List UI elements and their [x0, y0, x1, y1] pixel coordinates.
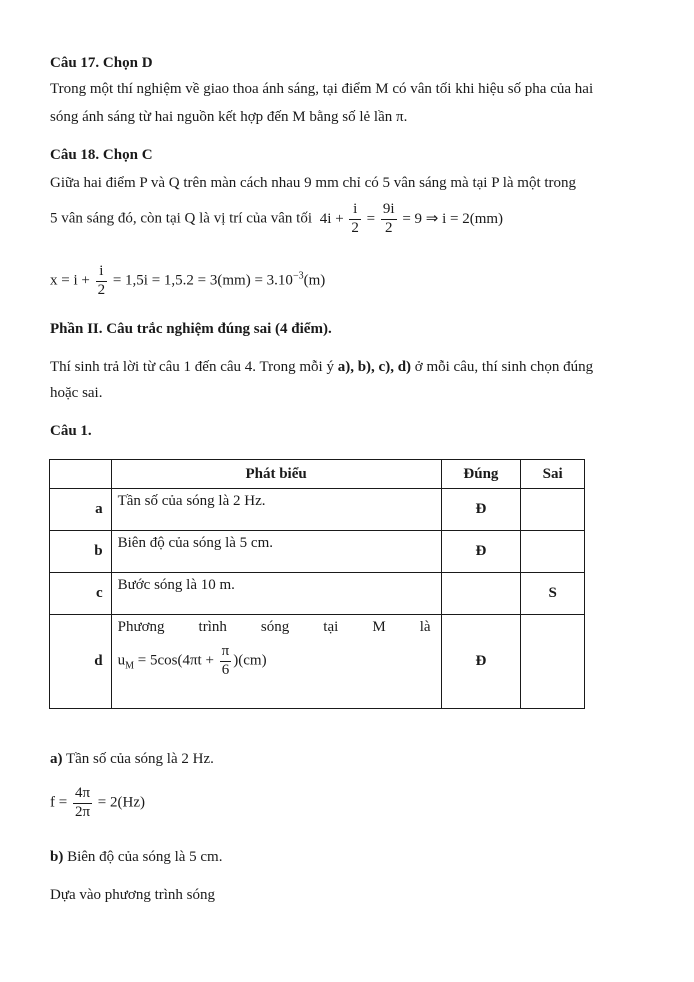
q18-text-line1: Giữa hai điểm P và Q trên màn cách nhau 9 mm chỉ có 5 vân sáng mà tại P là một trong	[50, 175, 577, 191]
denominator: 6	[221, 661, 230, 678]
frequency-equation	[50, 786, 145, 821]
eq1-part-c: = 9 ⇒ i = 2(mm)	[402, 210, 504, 227]
feq-part-a: f =	[50, 794, 68, 811]
word: trình	[198, 619, 227, 635]
q17-text-line2: sóng ánh sáng từ hai nguồn kết hợp đến M bằng số lẻ lần π.	[50, 109, 408, 125]
word: là	[419, 619, 431, 635]
wave-equation	[118, 644, 435, 679]
numerator: π	[220, 644, 232, 662]
table-header-row	[50, 460, 585, 489]
row-dung: Đ	[441, 531, 521, 573]
row-sai	[521, 531, 585, 573]
numerator: 9i	[381, 202, 397, 220]
solution-b-line2: Dựa vào phương trình sóng	[50, 887, 216, 903]
fraction	[381, 202, 397, 237]
eq-subscript: M	[125, 660, 135, 672]
eq-part-a: = 5cos(4πt +	[137, 652, 214, 669]
row-sai	[521, 615, 585, 709]
denominator: 2	[351, 219, 359, 236]
header-label	[50, 460, 112, 489]
q18-text-line2	[50, 202, 503, 237]
word: tại	[323, 619, 339, 635]
exponent: −3	[292, 270, 304, 282]
row-label: d	[50, 615, 112, 709]
table-row	[50, 573, 585, 615]
word: sóng	[260, 619, 290, 635]
feq-part-b: = 2(Hz)	[97, 794, 145, 811]
header-dung: Đúng	[441, 460, 521, 489]
solution-a-label: a)	[50, 751, 63, 767]
q18-text-line2-words: 5 vân sáng đó, còn tại Q là vị trí của vân tối	[50, 210, 313, 227]
eq2-part-c: (m)	[303, 272, 326, 289]
table-row	[50, 615, 585, 709]
fraction	[96, 264, 108, 299]
q17-text-line1: Trong một thí nghiệm về giao thoa ánh sáng, tại điểm M có vân tối khi hiệu số pha của hai	[50, 81, 594, 97]
eq-part-b: )(cm)	[233, 652, 267, 669]
solution-b	[50, 850, 222, 865]
fraction	[349, 202, 361, 237]
fraction	[220, 644, 232, 679]
row-statement: Tần số của sóng là 2 Hz.	[111, 489, 441, 531]
row-sai	[521, 489, 585, 531]
solution-b-text: Biên độ của sóng là 5 cm.	[63, 849, 223, 865]
denominator: 2π	[74, 803, 91, 820]
solution-a-text: Tần số của sóng là 2 Hz.	[62, 751, 214, 767]
numerator: i	[349, 202, 361, 220]
solution-b-label: b)	[50, 849, 64, 865]
row-label: c	[50, 573, 112, 615]
table-row	[50, 489, 585, 531]
fraction	[73, 786, 92, 821]
q18-equation-2	[50, 264, 325, 299]
denominator: 2	[97, 281, 106, 298]
row-statement: Bước sóng là 10 m.	[111, 573, 441, 615]
header-sai: Sai	[521, 460, 585, 489]
row-dung	[441, 573, 521, 615]
row-statement	[111, 615, 441, 709]
true-false-table	[49, 459, 585, 709]
denominator: 2	[384, 219, 393, 236]
eq2-part-a: x = i +	[50, 272, 90, 289]
cau1-heading: Câu 1.	[50, 423, 92, 439]
eq1-part-b: =	[366, 210, 376, 227]
row-dung: Đ	[441, 615, 521, 709]
instr-bold: a), b), c), d)	[337, 359, 412, 375]
numerator: i	[96, 264, 108, 282]
table-row	[50, 531, 585, 573]
numerator: 4π	[73, 786, 92, 804]
row-statement: Biên độ của sóng là 5 cm.	[111, 531, 441, 573]
row-sai: S	[521, 573, 585, 615]
row-label: a	[50, 489, 112, 531]
part2-instructions-line1	[50, 360, 593, 375]
part2-instructions-line2: hoặc sai.	[50, 385, 103, 401]
header-statement: Phát biểu	[111, 460, 441, 489]
eq1-part-a: 4i +	[319, 210, 344, 227]
solution-a	[50, 752, 214, 767]
q18-equation-1	[319, 201, 504, 236]
part2-heading: Phần II. Câu trắc nghiệm đúng sai (4 điểm).	[50, 321, 332, 337]
eq-u: u	[117, 652, 126, 669]
q18-heading: Câu 18. Chọn C	[50, 147, 153, 163]
row-label: b	[50, 531, 112, 573]
eq2-part-b: = 1,5i = 1,5.2 = 3(mm) = 3.10	[112, 272, 293, 289]
word: Phương	[117, 619, 165, 635]
q17-heading: Câu 17. Chọn D	[50, 55, 153, 71]
instr-pre: Thí sinh trả lời từ câu 1 đến câu 4. Trong mỗi ý	[50, 359, 338, 375]
row-dung: Đ	[441, 489, 521, 531]
statement-words	[118, 619, 435, 636]
instr-post: ở mỗi câu, thí sinh chọn đúng	[411, 359, 594, 375]
word: M	[372, 619, 386, 635]
